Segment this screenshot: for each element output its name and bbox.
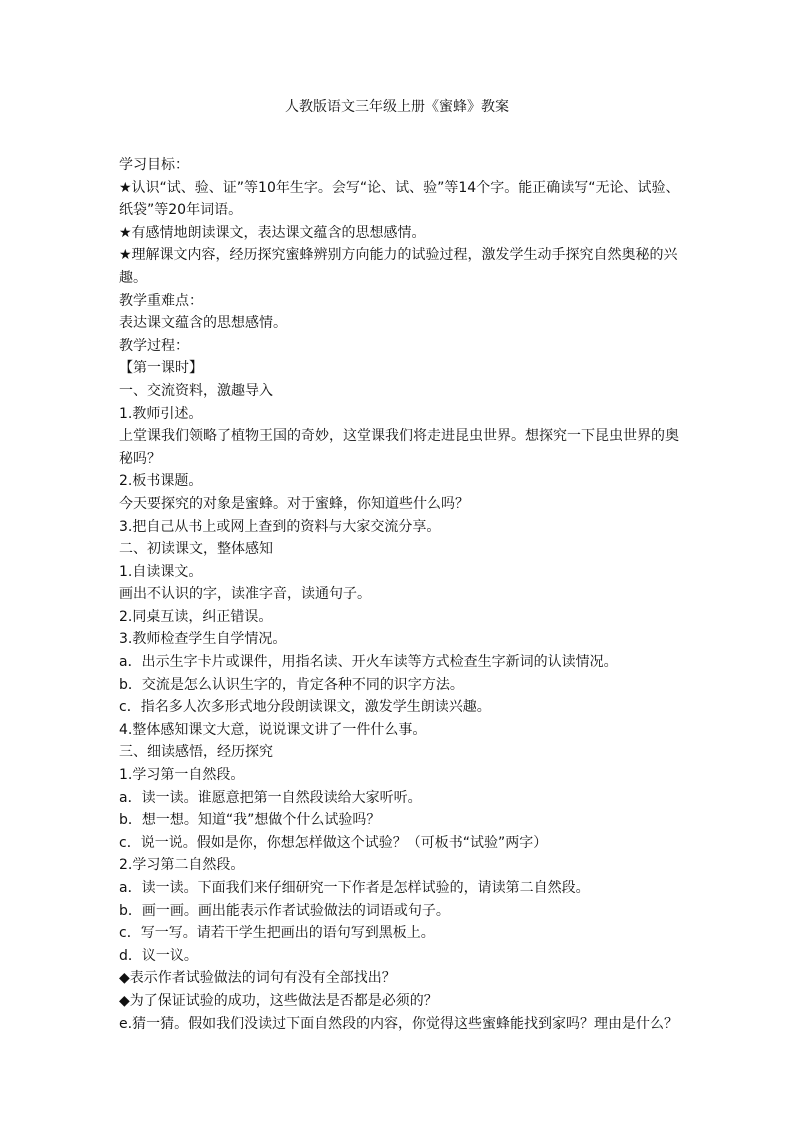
text-line: e.猜一猜。假如我们没读过下面自然段的内容，你觉得这些蜜蜂能找到家吗？理由是什么？ bbox=[119, 1015, 679, 1032]
text-line: c．说一说。假如是你，你想怎样做这个试验？（可板书“试验”两字） bbox=[119, 834, 548, 851]
text-line: ◆表示作者试验做法的词句有没有全部找出？ bbox=[119, 970, 396, 987]
document-title: 人教版语文三年级上册《蜜蜂》教案 bbox=[285, 99, 509, 115]
text-line: d．议一议。 bbox=[119, 947, 198, 964]
text-line: c．指名多人次多形式地分段朗读课文，激发学生朗读兴趣。 bbox=[119, 699, 491, 716]
text-line: ★理解课文内容，经历探究蜜蜂辨别方向能力的试验过程，激发学生动手探究自然奥秘的兴 bbox=[119, 247, 678, 264]
text-line: 教学过程： bbox=[119, 337, 189, 354]
text-line: 1.教师引述。 bbox=[119, 405, 203, 422]
text-line: 3.把自己从书上或网上查到的资料与大家交流分享。 bbox=[119, 518, 441, 535]
text-line: c．写一写。请若干学生把画出的语句写到黑板上。 bbox=[119, 925, 435, 942]
text-line: 画出不认识的字，读准字音，读通句子。 bbox=[119, 586, 371, 603]
text-line: 2.同桌互读，纠正错误。 bbox=[119, 608, 273, 625]
text-line: 今天要探究的对象是蜜蜂。对于蜜蜂，你知道些什么吗？ bbox=[119, 495, 469, 512]
text-line: 三、细读感悟，经历探究 bbox=[119, 744, 273, 761]
text-line: ◆为了保证试验的成功，这些做法是否都是必须的？ bbox=[119, 992, 438, 1009]
text-line: 表达课文蕴含的思想感情。 bbox=[119, 315, 287, 332]
text-line: 二、初读课文，整体感知 bbox=[119, 541, 273, 558]
text-line: 2.学习第二自然段。 bbox=[119, 857, 245, 874]
text-line: b．画一画。画出能表示作者试验做法的词语或句子。 bbox=[119, 902, 450, 919]
text-line: 趣。 bbox=[119, 269, 147, 286]
document-body bbox=[119, 154, 689, 1035]
text-line: ★认识“试、验、证”等10年生字。会写“论、试、验”等14个字。能正确读写“无论、试验、 bbox=[119, 179, 680, 196]
text-line: 教学重难点： bbox=[119, 292, 203, 309]
text-line: 学习目标： bbox=[119, 157, 189, 173]
text-line: a．读一读。谁愿意把第一自然段读给大家听听。 bbox=[119, 789, 422, 806]
text-line: 一、交流资料，激趣导入 bbox=[119, 382, 273, 399]
text-line: 上堂课我们领略了植物王国的奇妙，这堂课我们将走进昆虫世界。想探究一下昆虫世界的奥 bbox=[119, 428, 679, 445]
text-line: 4.整体感知课文大意，说说课文讲了一件什么事。 bbox=[119, 721, 427, 738]
text-line: b．交流是怎么认识生字的，肯定各种不同的识字方法。 bbox=[119, 676, 464, 693]
text-line: 秘吗？ bbox=[119, 450, 161, 467]
text-line: 1.自读课文。 bbox=[119, 563, 203, 580]
text-line: 纸袋”等20年词语。 bbox=[119, 202, 243, 219]
text-line: b．想一想。知道“我”想做个什么试验吗？ bbox=[119, 812, 381, 829]
text-line: 【第一课时】 bbox=[119, 360, 203, 377]
text-line: 1.学习第一自然段。 bbox=[119, 767, 245, 784]
text-line: 2.板书课题。 bbox=[119, 473, 203, 490]
text-line: 3.教师检查学生自学情况。 bbox=[119, 631, 287, 648]
text-line: ★有感情地朗读课文，表达课文蕴含的思想感情。 bbox=[119, 224, 426, 241]
text-line: a．出示生字卡片或课件，用指名读、开火车读等方式检查生字新词的认读情况。 bbox=[119, 654, 618, 671]
text-line: a．读一读。下面我们来仔细研究一下作者是怎样试验的，请读第二自然段。 bbox=[119, 880, 590, 896]
